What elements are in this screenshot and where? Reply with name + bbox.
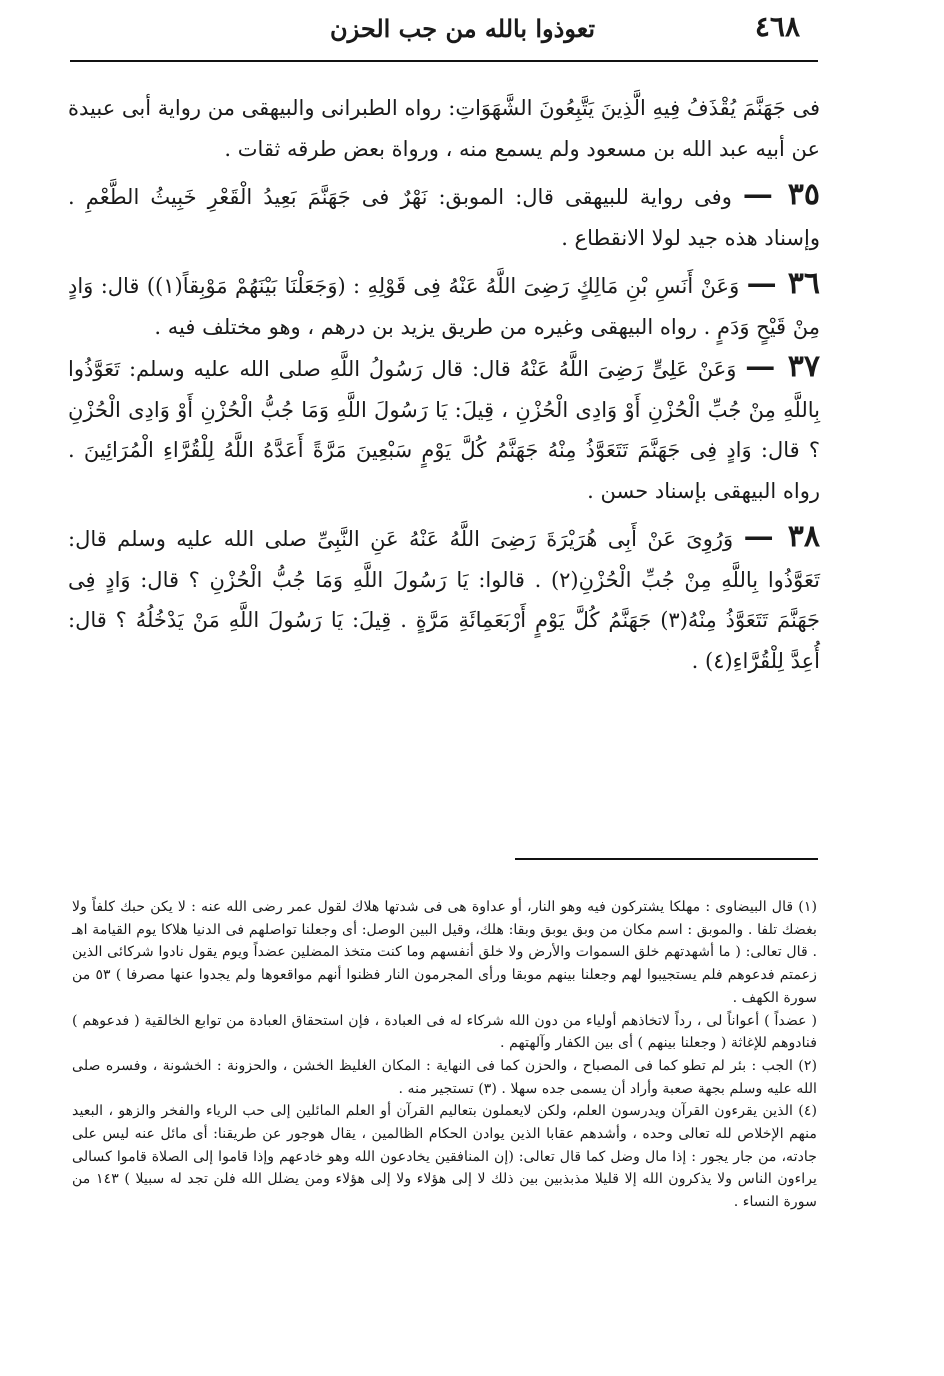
hadith-number: ٣٥ — — [742, 177, 820, 212]
hadith-number: ٣٨ — — [743, 519, 820, 554]
footnote-text: (١) قال البيضاوى : مهلكا يشتركون فيه وهو النار، أو عداوة هى فى شدتها هلاك لقول عمر رضى الله عنه : لا يكن حبك كلفاً ولا بغضك تلفا . والموبق : اسم مكان من وبق يوبق وبقا: هلك، وقيل البين الوصل: أى وجعلنا تواصلهم فى الدنيا هلاكا يوم القيامة اهـ . قال تعالى: ( ما أشهدتهم خلق السموات والأرض ولا خلق أنفسهم وما كنت متخذ المضلين عضداً ويوم يقول نادوا شركائى الذين زعمتم فدعوهم فلم يستجيبوا لهم وجعلنا بينهم موبقا ورأى المجرمون النار فظنوا أنهم مواقعوها ولم يجدوا عنها مصرفا ) ٥٣ من سورة الكهف . — [72, 899, 817, 1006]
hadith-38 — [68, 517, 820, 681]
footnote-2-text: (٢) الجب : بئر لم تطو كما فى المصباح ، والحزن كما فى النهاية : المكان الغليظ الخشن ، والحزونة : الخشونة ، وفسره صلى الله عليه وسلم بجهة صعبة وأراد أن يسمى جده سهلا . — [72, 1057, 817, 1097]
hadith-number: ٣٦ — — [746, 266, 820, 301]
footnote-3-text: (٣) تستجير منه . — [398, 1080, 497, 1097]
page-header — [70, 8, 800, 48]
hadith-35 — [68, 175, 820, 258]
hadith-text: وفى رواية للبيهقى قال: الموبق: نَهْرٌ فى جَهَنَّمَ بَعِيدُ الْقَعْرِ خَبِيثُ الطَّعْمِ . وإسناد هذه جيد لولا الانقطاع . — [68, 185, 820, 250]
hadith-text: وَعَنْ أَنَسِ بْنِ مَالِكٍ رَضِىَ اللَّهُ عَنْهُ فِى قَوْلِهِ : (وَجَعَلْنَا بَيْنَهُمْ مَوْبِقاً(١)) قال: وَادٍ مِنْ قَيْحٍ وَدَمٍ . رواه البيهقى وغيره من طريق يزيد بن درهم ، وهو مختلف فيه . — [68, 274, 820, 339]
footnote-1 — [72, 896, 817, 1010]
page-number: ٤٦٨ — [754, 10, 800, 43]
footnote-4 — [72, 1100, 817, 1214]
footnote-text: ( عضداً ) أعواناً لى ، رداً لاتخاذهم أولياء من دون الله شركاء له فى العبادة ، فإن استحقاق العبادة من توابع الخالقية ( فدعوهم ) فنادوهم للإغاثة ( وجعلنا بينهم ) أى بين الكفار وآلهتهم . — [72, 1012, 817, 1052]
hadith-36 — [68, 264, 820, 347]
paragraph-continued — [68, 88, 820, 169]
hadith-text: وَعَنْ عَلِىٍّ رَضِىَ اللَّهُ عَنْهُ قال: قال رَسُولُ اللَّهِ صلى الله عليه وسلم: تَعَوَّذُوا بِاللَّهِ مِنْ جُبِّ الْحُزْنِ أَوْ وَادِى الْحُزْنِ ، قِيلَ: يَا رَسُولَ اللَّهِ وَمَا جُبُّ الْحُزْنِ أَوْ وَادِى الْحُزْنِ ؟ قال: وَادٍ فِى جَهَنَّمَ تَتَعَوَّذُ مِنْهُ جَهَنَّمُ كُلَّ يَوْمٍ سَبْعِينَ مَرَّةً أَعَدَّهُ اللَّهُ لِلْقُرَّاءِ الْمُرَائِينَ . رواه البيهقى بإسناد حسن . — [68, 357, 820, 503]
running-title: تعوذوا بالله من جب الحزن — [329, 14, 595, 43]
footnote-text: (٤) الذين يقرءون القرآن ويدرسون العلم، ولكن لايعملون بتعاليم القرآن أو العلم المائلين إلى حب الرياء والفخر والزهو ، البعيد منهم الإخلاص لله تعالى وحده ، وأشدهم عقابا الذين يوادن الحكام الظالمين ، يقال هوجور عن طريقنا: أى مائل عنه ليس على جادته، من جار يجور : إذا مال وضل كما قال تعالى: (إن المنافقين يخادعون الله وهو خادعهم وإذا قاموا إلى الصلاة قاموا كسالى يراءون الناس ولا يذكرون الله إلا قليلا مذبذبين بين ذلك لا إلى هؤلاء ولا إلى هؤلاء ومن يضلل الله فلن تجد له سبيلا ) ١٤٣ من سورة النساء . — [72, 1103, 817, 1211]
paragraph-text: فى جَهَنَّمَ يُقْذَفُ فِيهِ الَّذِينَ يَتَّبِعُونَ الشَّهَوَاتِ: رواه الطبرانى والبيهقى من رواية أبى عبيدة عن أبيه عبد الله بن مسعود ولم يسمع منه ، ورواة بعض طرقه ثقات . — [68, 96, 820, 161]
footnote-2-3 — [72, 1055, 817, 1100]
header-rule — [70, 60, 818, 62]
footnotes — [72, 896, 817, 1214]
main-text — [68, 88, 820, 681]
footnote-rule — [515, 858, 818, 860]
hadith-number: ٣٧ — — [745, 349, 820, 384]
hadith-37 — [68, 347, 820, 511]
hadith-text: وَرُوِىَ عَنْ أَبِى هُرَيْرَةَ رَضِىَ اللَّهُ عَنْهُ عَنِ النَّبِىِّ صلى الله عليه وسلم قال: تَعَوَّذُوا بِاللَّهِ مِنْ جُبِّ الْحُزْنِ(٢) . قالوا: يَا رَسُولَ اللَّهِ وَمَا جُبُّ الْحُزْنِ ؟ قال: وَادٍ فِى جَهَنَّمَ تَتَعَوَّذُ مِنْهُ(٣) جَهَنَّمُ كُلَّ يَوْمٍ أَرْبَعَمِائَةِ مَرَّةٍ . قِيلَ: يَا رَسُولَ اللَّهِ مَنْ يَدْخُلُهُ ؟ قال: أُعِدَّ لِلْقُرَّاءِ(٤) . — [68, 527, 821, 673]
footnote-1-continued — [72, 1010, 817, 1055]
